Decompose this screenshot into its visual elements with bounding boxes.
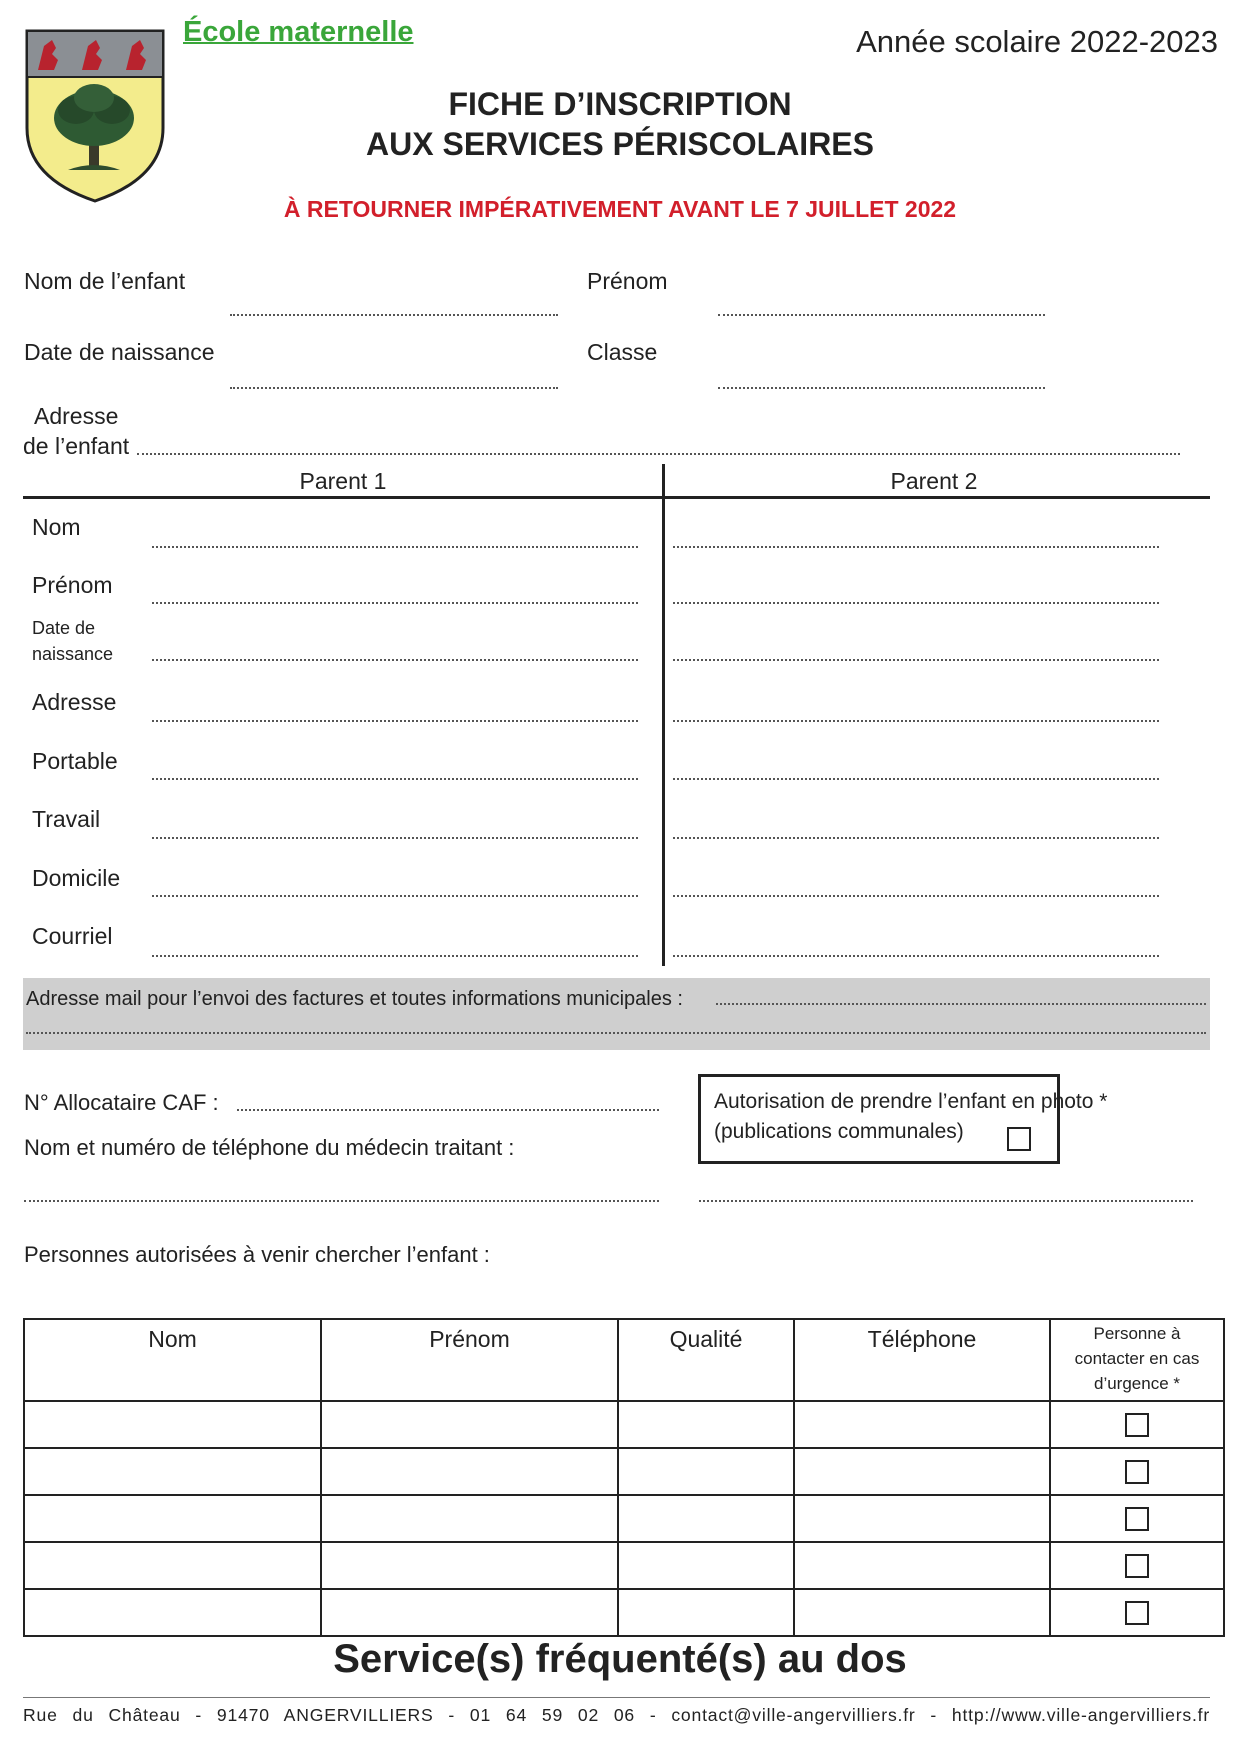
person-prenom-cell[interactable]: [321, 1448, 618, 1495]
parents-divider: [662, 464, 665, 966]
parent1-travail-field[interactable]: [152, 837, 638, 839]
urgence-checkbox[interactable]: [1125, 1507, 1149, 1531]
parent-adresse-label: Adresse: [32, 689, 117, 715]
photo-authorization-text-2: (publications communales): [714, 1120, 964, 1143]
return-deadline: À RETOURNER IMPÉRATIVEMENT AVANT LE 7 JUILLET 2022: [283, 196, 957, 222]
col-header-nom: Nom: [24, 1319, 321, 1401]
child-name-field[interactable]: [230, 314, 558, 316]
col-header-qualite: Qualité: [618, 1319, 794, 1401]
footer-contact: Rue du Château - 91470 ANGERVILLIERS - 01 64 59 02 06 - contact@ville-angervilliers.fr - http://www.ville-angervilliers.fr: [23, 1705, 1210, 1725]
parent2-portable-field[interactable]: [673, 778, 1159, 780]
photo-authorization-checkbox[interactable]: [1007, 1127, 1031, 1151]
person-qualite-cell[interactable]: [618, 1495, 794, 1542]
parent-domicile-label: Domicile: [32, 865, 121, 891]
parent-portable-label: Portable: [32, 748, 118, 774]
billing-email-label: Adresse mail pour l’envoi des factures et toutes informations municipales :: [26, 988, 683, 1010]
child-firstname-field[interactable]: [718, 314, 1045, 316]
coat-of-arms-logo: [24, 28, 166, 204]
urgence-checkbox[interactable]: [1125, 1554, 1149, 1578]
table-row: [24, 1401, 1224, 1448]
person-telephone-cell[interactable]: [794, 1589, 1050, 1636]
col-header-prenom: Prénom: [321, 1319, 618, 1401]
person-nom-cell[interactable]: [24, 1448, 321, 1495]
person-telephone-cell[interactable]: [794, 1542, 1050, 1589]
parent1-portable-field[interactable]: [152, 778, 638, 780]
person-telephone-cell[interactable]: [794, 1401, 1050, 1448]
photo-authorization-text-1: Autorisation de prendre l’enfant en photo *: [714, 1090, 1108, 1113]
person-qualite-cell[interactable]: [618, 1448, 794, 1495]
person-nom-cell[interactable]: [24, 1542, 321, 1589]
parent2-nom-field[interactable]: [673, 546, 1159, 548]
parent2-prenom-field[interactable]: [673, 602, 1159, 604]
person-urgence-cell: [1050, 1448, 1224, 1495]
parent-travail-label: Travail: [32, 806, 101, 832]
parent-courriel-label: Courriel: [32, 923, 113, 949]
parent1-courriel-field[interactable]: [152, 955, 638, 957]
parents-header-rule: [23, 496, 1210, 499]
parent1-prenom-field[interactable]: [152, 602, 638, 604]
person-prenom-cell[interactable]: [321, 1542, 618, 1589]
child-address-field[interactable]: [137, 453, 1180, 455]
urgence-header-line-1: Personne à: [1093, 1324, 1181, 1343]
doctor-label: Nom et numéro de téléphone du médecin traitant :: [24, 1135, 515, 1160]
person-urgence-cell: [1050, 1401, 1224, 1448]
person-qualite-cell[interactable]: [618, 1542, 794, 1589]
authorized-persons-table: [23, 1318, 1225, 1637]
person-prenom-cell[interactable]: [321, 1401, 618, 1448]
parent2-courriel-field[interactable]: [673, 955, 1159, 957]
person-qualite-cell[interactable]: [618, 1589, 794, 1636]
person-nom-cell[interactable]: [24, 1589, 321, 1636]
doctor-field-1[interactable]: [24, 1200, 659, 1202]
person-urgence-cell: [1050, 1495, 1224, 1542]
child-name-label: Nom de l’enfant: [24, 268, 186, 294]
parent1-adresse-field[interactable]: [152, 720, 638, 722]
parent1-nom-field[interactable]: [152, 546, 638, 548]
child-firstname-label: Prénom: [587, 268, 668, 294]
parent2-travail-field[interactable]: [673, 837, 1159, 839]
col-header-urgence: [1050, 1319, 1224, 1401]
doctor-field-2[interactable]: [699, 1200, 1193, 1202]
parent1-header: Parent 1: [299, 468, 387, 494]
caf-field[interactable]: [237, 1109, 659, 1111]
person-qualite-cell[interactable]: [618, 1401, 794, 1448]
child-birthdate-field[interactable]: [230, 387, 558, 389]
person-prenom-cell[interactable]: [321, 1495, 618, 1542]
billing-email-field-2[interactable]: [26, 1032, 1206, 1034]
person-prenom-cell[interactable]: [321, 1589, 618, 1636]
urgence-checkbox[interactable]: [1125, 1460, 1149, 1484]
child-address-label-1: Adresse: [34, 403, 119, 429]
table-header-row: [24, 1319, 1224, 1401]
footer-rule: [23, 1697, 1210, 1698]
billing-email-field-1[interactable]: [716, 1003, 1206, 1005]
parent2-domicile-field[interactable]: [673, 895, 1159, 897]
table-row: [24, 1542, 1224, 1589]
child-class-label: Classe: [587, 339, 658, 365]
school-year: Année scolaire 2022-2023: [856, 24, 1218, 59]
parent-birthdate-label-1: Date de: [32, 618, 96, 638]
table-row: [24, 1448, 1224, 1495]
photo-authorization-box: [698, 1074, 1108, 1164]
child-class-field[interactable]: [718, 387, 1045, 389]
person-nom-cell[interactable]: [24, 1495, 321, 1542]
col-header-telephone: Téléphone: [794, 1319, 1050, 1401]
form-title-line-2: AUX SERVICES PÉRISCOLAIRES: [366, 126, 874, 162]
person-urgence-cell: [1050, 1542, 1224, 1589]
urgence-checkbox[interactable]: [1125, 1413, 1149, 1437]
parent2-header: Parent 2: [890, 468, 978, 494]
school-type: École maternelle: [183, 16, 414, 48]
billing-email-band: [23, 978, 1210, 1050]
parent-birthdate-label-2: naissance: [32, 644, 114, 664]
urgence-header-line-3: d’urgence *: [1093, 1374, 1180, 1393]
person-telephone-cell[interactable]: [794, 1495, 1050, 1542]
form-title-line-1: FICHE D’INSCRIPTION: [448, 86, 792, 122]
services-note: Service(s) fréquenté(s) au dos: [333, 1637, 907, 1681]
table-row: [24, 1495, 1224, 1542]
child-address-label-2: de l’enfant: [23, 433, 130, 459]
parent1-birthdate-field[interactable]: [152, 659, 638, 661]
parent2-adresse-field[interactable]: [673, 720, 1159, 722]
child-birthdate-label: Date de naissance: [24, 339, 215, 365]
person-urgence-cell: [1050, 1589, 1224, 1636]
urgence-header-line-2: contacter en cas: [1074, 1349, 1200, 1368]
caf-label: N° Allocataire CAF :: [24, 1090, 219, 1115]
authorized-persons-intro: Personnes autorisées à venir chercher l’enfant :: [24, 1242, 490, 1267]
parent1-domicile-field[interactable]: [152, 895, 638, 897]
urgence-checkbox[interactable]: [1125, 1601, 1149, 1625]
person-telephone-cell[interactable]: [794, 1448, 1050, 1495]
parent-prenom-label: Prénom: [32, 572, 113, 598]
table-row: [24, 1589, 1224, 1636]
person-nom-cell[interactable]: [24, 1401, 321, 1448]
parent2-birthdate-field[interactable]: [673, 659, 1159, 661]
parent-nom-label: Nom: [32, 514, 81, 540]
